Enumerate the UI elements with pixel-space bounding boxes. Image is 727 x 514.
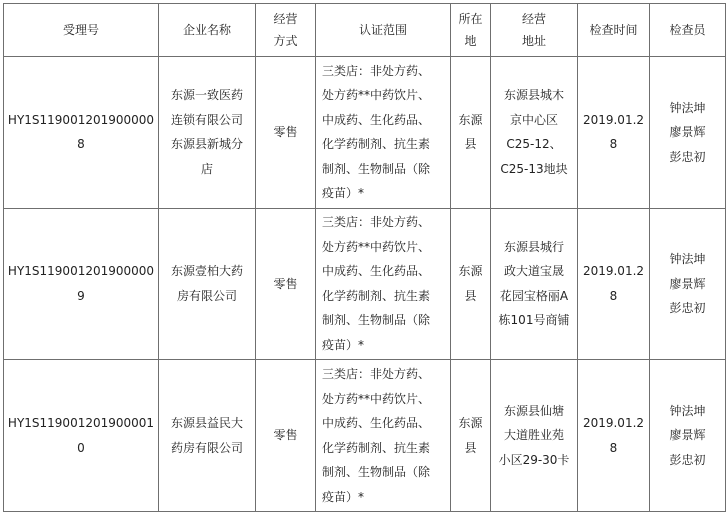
cell-mode: 零售 [256,360,316,512]
header-company: 企业名称 [159,4,256,57]
cell-company: 东源县益民大 药房有限公司 [159,360,256,512]
cell-inspector: 钟法坤 廖景辉 彭忠初 [650,208,726,360]
header-scope: 认证范围 [316,4,451,57]
cell-scope: 三类店：非处方药、 处方药**中药饮片、 中成药、生化药品、 化学药制剂、抗生素 制剂、生物制品（除 疫苗）* [316,208,451,360]
cell-address: 东源县仙塘 大道胜业苑 小区29-30卡 [491,360,578,512]
cell-mode: 零售 [256,208,316,360]
header-id: 受理号 [4,4,159,57]
cell-id: HY1S1190012019000008 [4,57,159,209]
cell-date: 2019.01.28 [578,208,650,360]
cell-date: 2019.01.28 [578,57,650,209]
cell-address: 东源县城木 京中心区 C25-12、 C25-13地块 [491,57,578,209]
header-mode: 经营 方式 [256,4,316,57]
cell-id: HY1S1190012019000009 [4,208,159,360]
table-header-row [4,4,726,57]
table-row [4,57,726,209]
table-row [4,360,726,512]
header-date: 检查时间 [578,4,650,57]
cell-mode: 零售 [256,57,316,209]
cell-location: 东源 县 [451,360,491,512]
cell-location: 东源 县 [451,57,491,209]
cell-company: 东源一致医药 连锁有限公司 东源县新城分 店 [159,57,256,209]
header-inspector: 检查员 [650,4,726,57]
inspection-table [3,3,726,512]
cell-date: 2019.01.28 [578,360,650,512]
cell-location: 东源 县 [451,208,491,360]
cell-address: 东源县城行 政大道宝晟 花园宝格丽A 栋101号商铺 [491,208,578,360]
cell-scope: 三类店：非处方药、 处方药**中药饮片、 中成药、生化药品、 化学药制剂、抗生素 制剂、生物制品（除 疫苗）* [316,360,451,512]
header-address: 经营 地址 [491,4,578,57]
table-row [4,208,726,360]
cell-scope: 三类店：非处方药、 处方药**中药饮片、 中成药、生化药品、 化学药制剂、抗生素 制剂、生物制品（除 疫苗）* [316,57,451,209]
cell-inspector: 钟法坤 廖景辉 彭忠初 [650,57,726,209]
cell-company: 东源壹柏大药 房有限公司 [159,208,256,360]
header-location: 所在 地 [451,4,491,57]
cell-inspector: 钟法坤 廖景辉 彭忠初 [650,360,726,512]
cell-id: HY1S1190012019000010 [4,360,159,512]
